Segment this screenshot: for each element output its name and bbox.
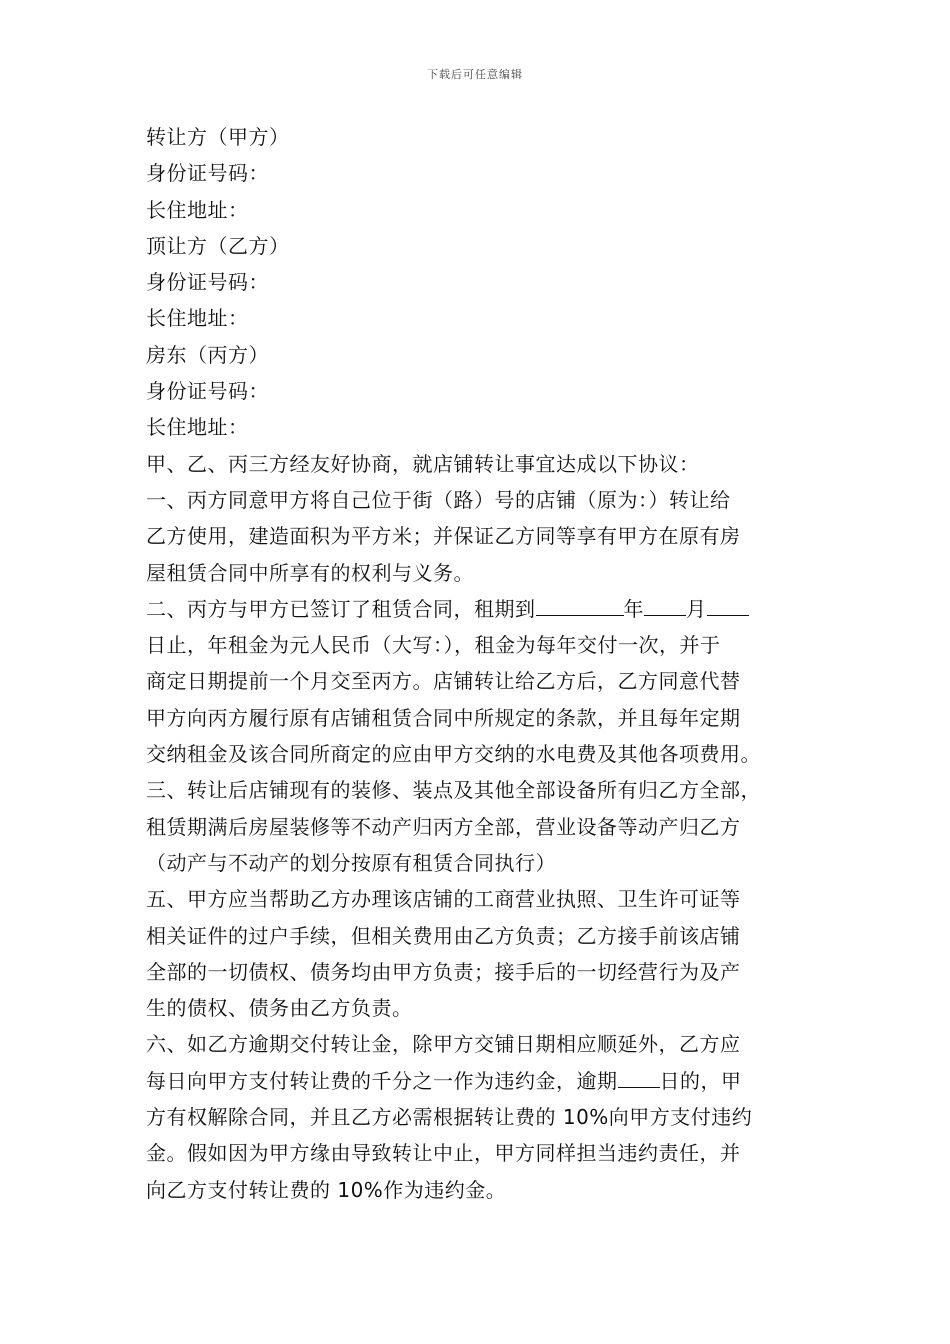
text-line: [146, 446, 816, 482]
text-segment: 甲方向丙方履行原有店铺租赁合同中所规定的条款，并且每年定期: [146, 705, 741, 730]
fill-in-blank: [644, 593, 686, 616]
text-line: [146, 918, 816, 954]
text-segment: 五、甲方应当帮助乙方办理该店铺的工商营业执照、卫生许可证等: [146, 887, 741, 912]
fill-in-blank: [707, 593, 749, 616]
text-line: [146, 1099, 816, 1135]
text-line: [146, 736, 816, 772]
text-line: [146, 300, 816, 336]
text-segment: 身份证号码：: [146, 379, 269, 404]
text-line: [146, 845, 816, 881]
text-line: [146, 192, 816, 228]
text-segment: 日止，年租金为元人民币（大写：），租金为每年交付一次，并于: [146, 633, 721, 658]
text-segment: 乙方使用，建造面积为平方米；并保证乙方同等享有甲方在原有房: [146, 524, 741, 549]
text-line: [146, 155, 816, 191]
page-header: 下载后可任意编辑: [427, 68, 523, 81]
text-segment: 甲、乙、丙三方经友好协商，就店铺转让事宜达成以下协议：: [146, 451, 700, 476]
text-segment: 顶让方（乙方）: [146, 233, 290, 258]
text-segment: 向乙方支付转让费的 10%作为违约金。: [146, 1177, 507, 1202]
text-line: [146, 337, 816, 373]
text-line: [146, 409, 816, 445]
text-line: [146, 627, 816, 663]
text-segment: 相关证件的过户手续，但相关费用由乙方负责；乙方接手前该店铺: [146, 923, 741, 948]
text-segment: （动产与不动产的划分按原有租赁合同执行）: [146, 850, 556, 875]
text-segment: 三、转让后店铺现有的装修、装点及其他全部设备所有归乙方全部，: [146, 778, 761, 803]
text-segment: 商定日期提前一个月交至丙方。店铺转让给乙方后，乙方同意代替: [146, 669, 741, 694]
contract-body: [146, 119, 816, 1208]
text-line: [146, 990, 816, 1026]
text-segment: 屋租赁合同中所享有的权利与义务。: [146, 560, 474, 585]
text-line: [146, 1135, 816, 1171]
text-line: [146, 772, 816, 808]
text-line: [146, 1026, 816, 1062]
text-segment: 生的债权、债务由乙方负责。: [146, 996, 413, 1021]
text-line: [146, 954, 816, 990]
text-segment: 身份证号码：: [146, 270, 269, 295]
text-line: [146, 518, 816, 554]
fill-in-blank: [618, 1065, 660, 1088]
text-segment: 长住地址：: [146, 306, 249, 331]
text-line: [146, 881, 816, 917]
text-segment: 租赁期满后房屋装修等不动产归丙方全部，营业设备等动产归乙方: [146, 814, 741, 839]
text-segment: 转让方（甲方）: [146, 125, 290, 149]
text-segment: 月: [686, 596, 707, 621]
fill-in-blank: [536, 593, 624, 616]
text-line: [146, 1172, 816, 1208]
text-line: [146, 482, 816, 518]
text-segment: 日的，甲: [659, 1068, 742, 1093]
text-line: [146, 663, 816, 699]
text-line: [146, 555, 816, 591]
text-segment: 金。假如因为甲方缘由导致转让中止，甲方同样担当违约责任，并: [146, 1141, 741, 1166]
text-line: [146, 1063, 816, 1099]
text-segment: 长住地址：: [146, 415, 249, 440]
text-line: [146, 700, 816, 736]
text-segment: 房东（丙方）: [146, 342, 269, 367]
text-line: [146, 119, 816, 155]
text-segment: 每日向甲方支付转让费的千分之一作为违约金，逾期: [146, 1068, 618, 1093]
text-line: [146, 264, 816, 300]
text-line: [146, 809, 816, 845]
text-line: [146, 591, 816, 627]
text-segment: 年: [623, 596, 644, 621]
text-segment: 长住地址：: [146, 197, 249, 222]
text-segment: 六、如乙方逾期交付转让金，除甲方交铺日期相应顺延外，乙方应: [146, 1032, 741, 1057]
text-segment: 二、丙方与甲方已签订了租赁合同，租期到: [146, 596, 536, 621]
text-segment: 一、丙方同意甲方将自己位于街（路）号的店铺（原为：）转让给: [146, 487, 731, 512]
text-segment: 方有权解除合同，并且乙方必需根据转让费的 10%向甲方支付违约: [146, 1105, 753, 1130]
text-line: [146, 373, 816, 409]
text-line: [146, 228, 816, 264]
text-segment: 交纳租金及该合同所商定的应由甲方交纳的水电费及其他各项费用。: [146, 742, 761, 767]
text-segment: 全部的一切债权、债务均由甲方负责；接手后的一切经营行为及产: [146, 959, 741, 984]
text-segment: 身份证号码：: [146, 161, 269, 186]
